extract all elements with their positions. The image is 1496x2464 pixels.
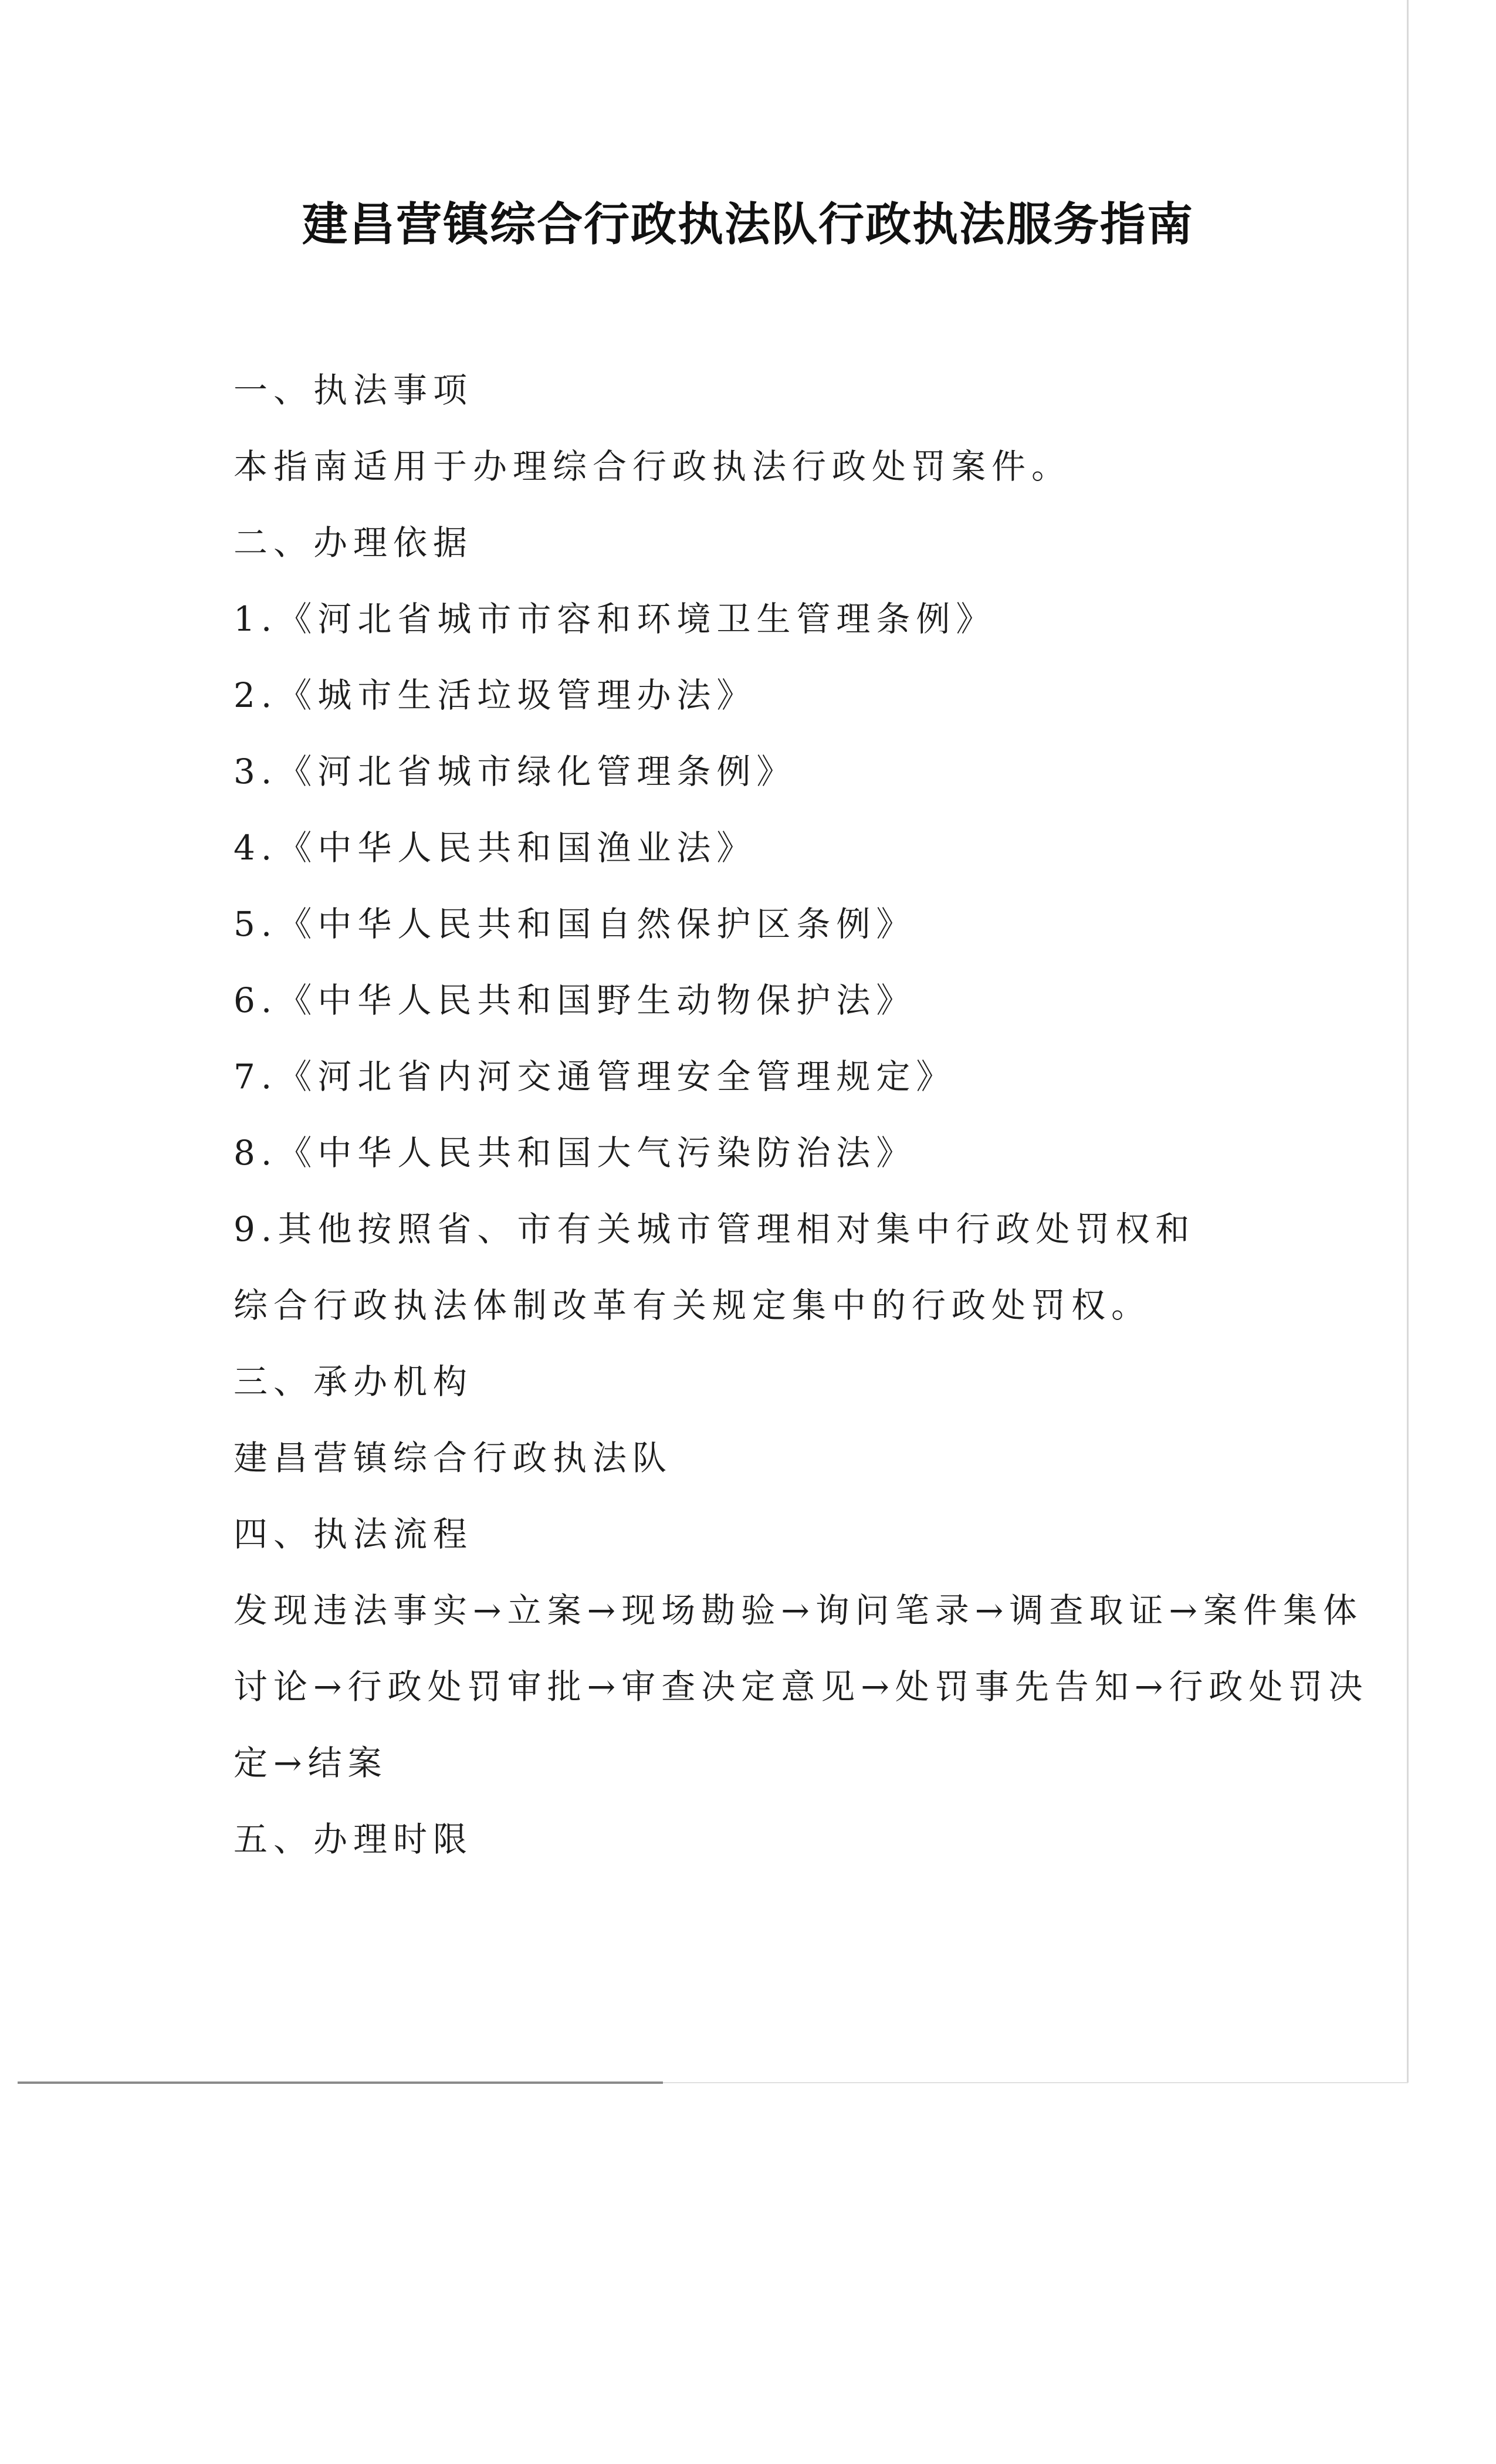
list-item-continuation: 综合行政执法体制改革有关规定集中的行政处罚权。: [233, 1285, 1152, 1325]
paragraph: 建昌营镇综合行政执法队: [233, 1438, 673, 1478]
section-heading: 四、执法流程: [233, 1514, 473, 1554]
section-heading: 二、办理依据: [233, 523, 473, 563]
section-heading: 三、承办机构: [233, 1362, 473, 1402]
list-item: 7.《河北省内河交通管理安全管理规定》: [233, 1057, 956, 1096]
paragraph-continuation: 定→结案: [233, 1743, 388, 1783]
scan-edge-bottom: [18, 2081, 663, 2084]
document-body: [233, 352, 1369, 1877]
list-item: 9.其他按照省、市有关城市管理相对集中行政处罚权和: [233, 1209, 1196, 1249]
list-item: 4.《中华人民共和国渔业法》: [233, 828, 757, 868]
list-item: 3.《河北省城市绿化管理条例》: [233, 752, 797, 791]
list-item: 1.《河北省城市市容和环境卫生管理条例》: [233, 599, 996, 639]
list-item: 6.《中华人民共和国野生动物保护法》: [233, 980, 916, 1020]
list-item: 2.《城市生活垃圾管理办法》: [233, 675, 757, 715]
scan-edge-right: [1407, 0, 1409, 2083]
paragraph: 本指南适用于办理综合行政执法行政处罚案件。: [233, 446, 1072, 486]
paragraph: 发现违法事实→立案→现场勘验→询问笔录→调查取证→案件集体: [233, 1590, 1363, 1630]
paragraph-continuation: 讨论→行政处罚审批→审查决定意见→处罚事先告知→行政处罚决: [233, 1667, 1369, 1707]
section-heading: 一、执法事项: [233, 370, 473, 410]
section-heading: 五、办理时限: [233, 1819, 473, 1859]
document-title: 建昌营镇综合行政执法队行政执法服务指南: [302, 198, 1194, 251]
list-item: 8.《中华人民共和国大气污染防治法》: [233, 1133, 916, 1173]
list-item: 5.《中华人民共和国自然保护区条例》: [233, 904, 916, 944]
scan-edge-bottom-faint: [663, 2082, 1408, 2083]
